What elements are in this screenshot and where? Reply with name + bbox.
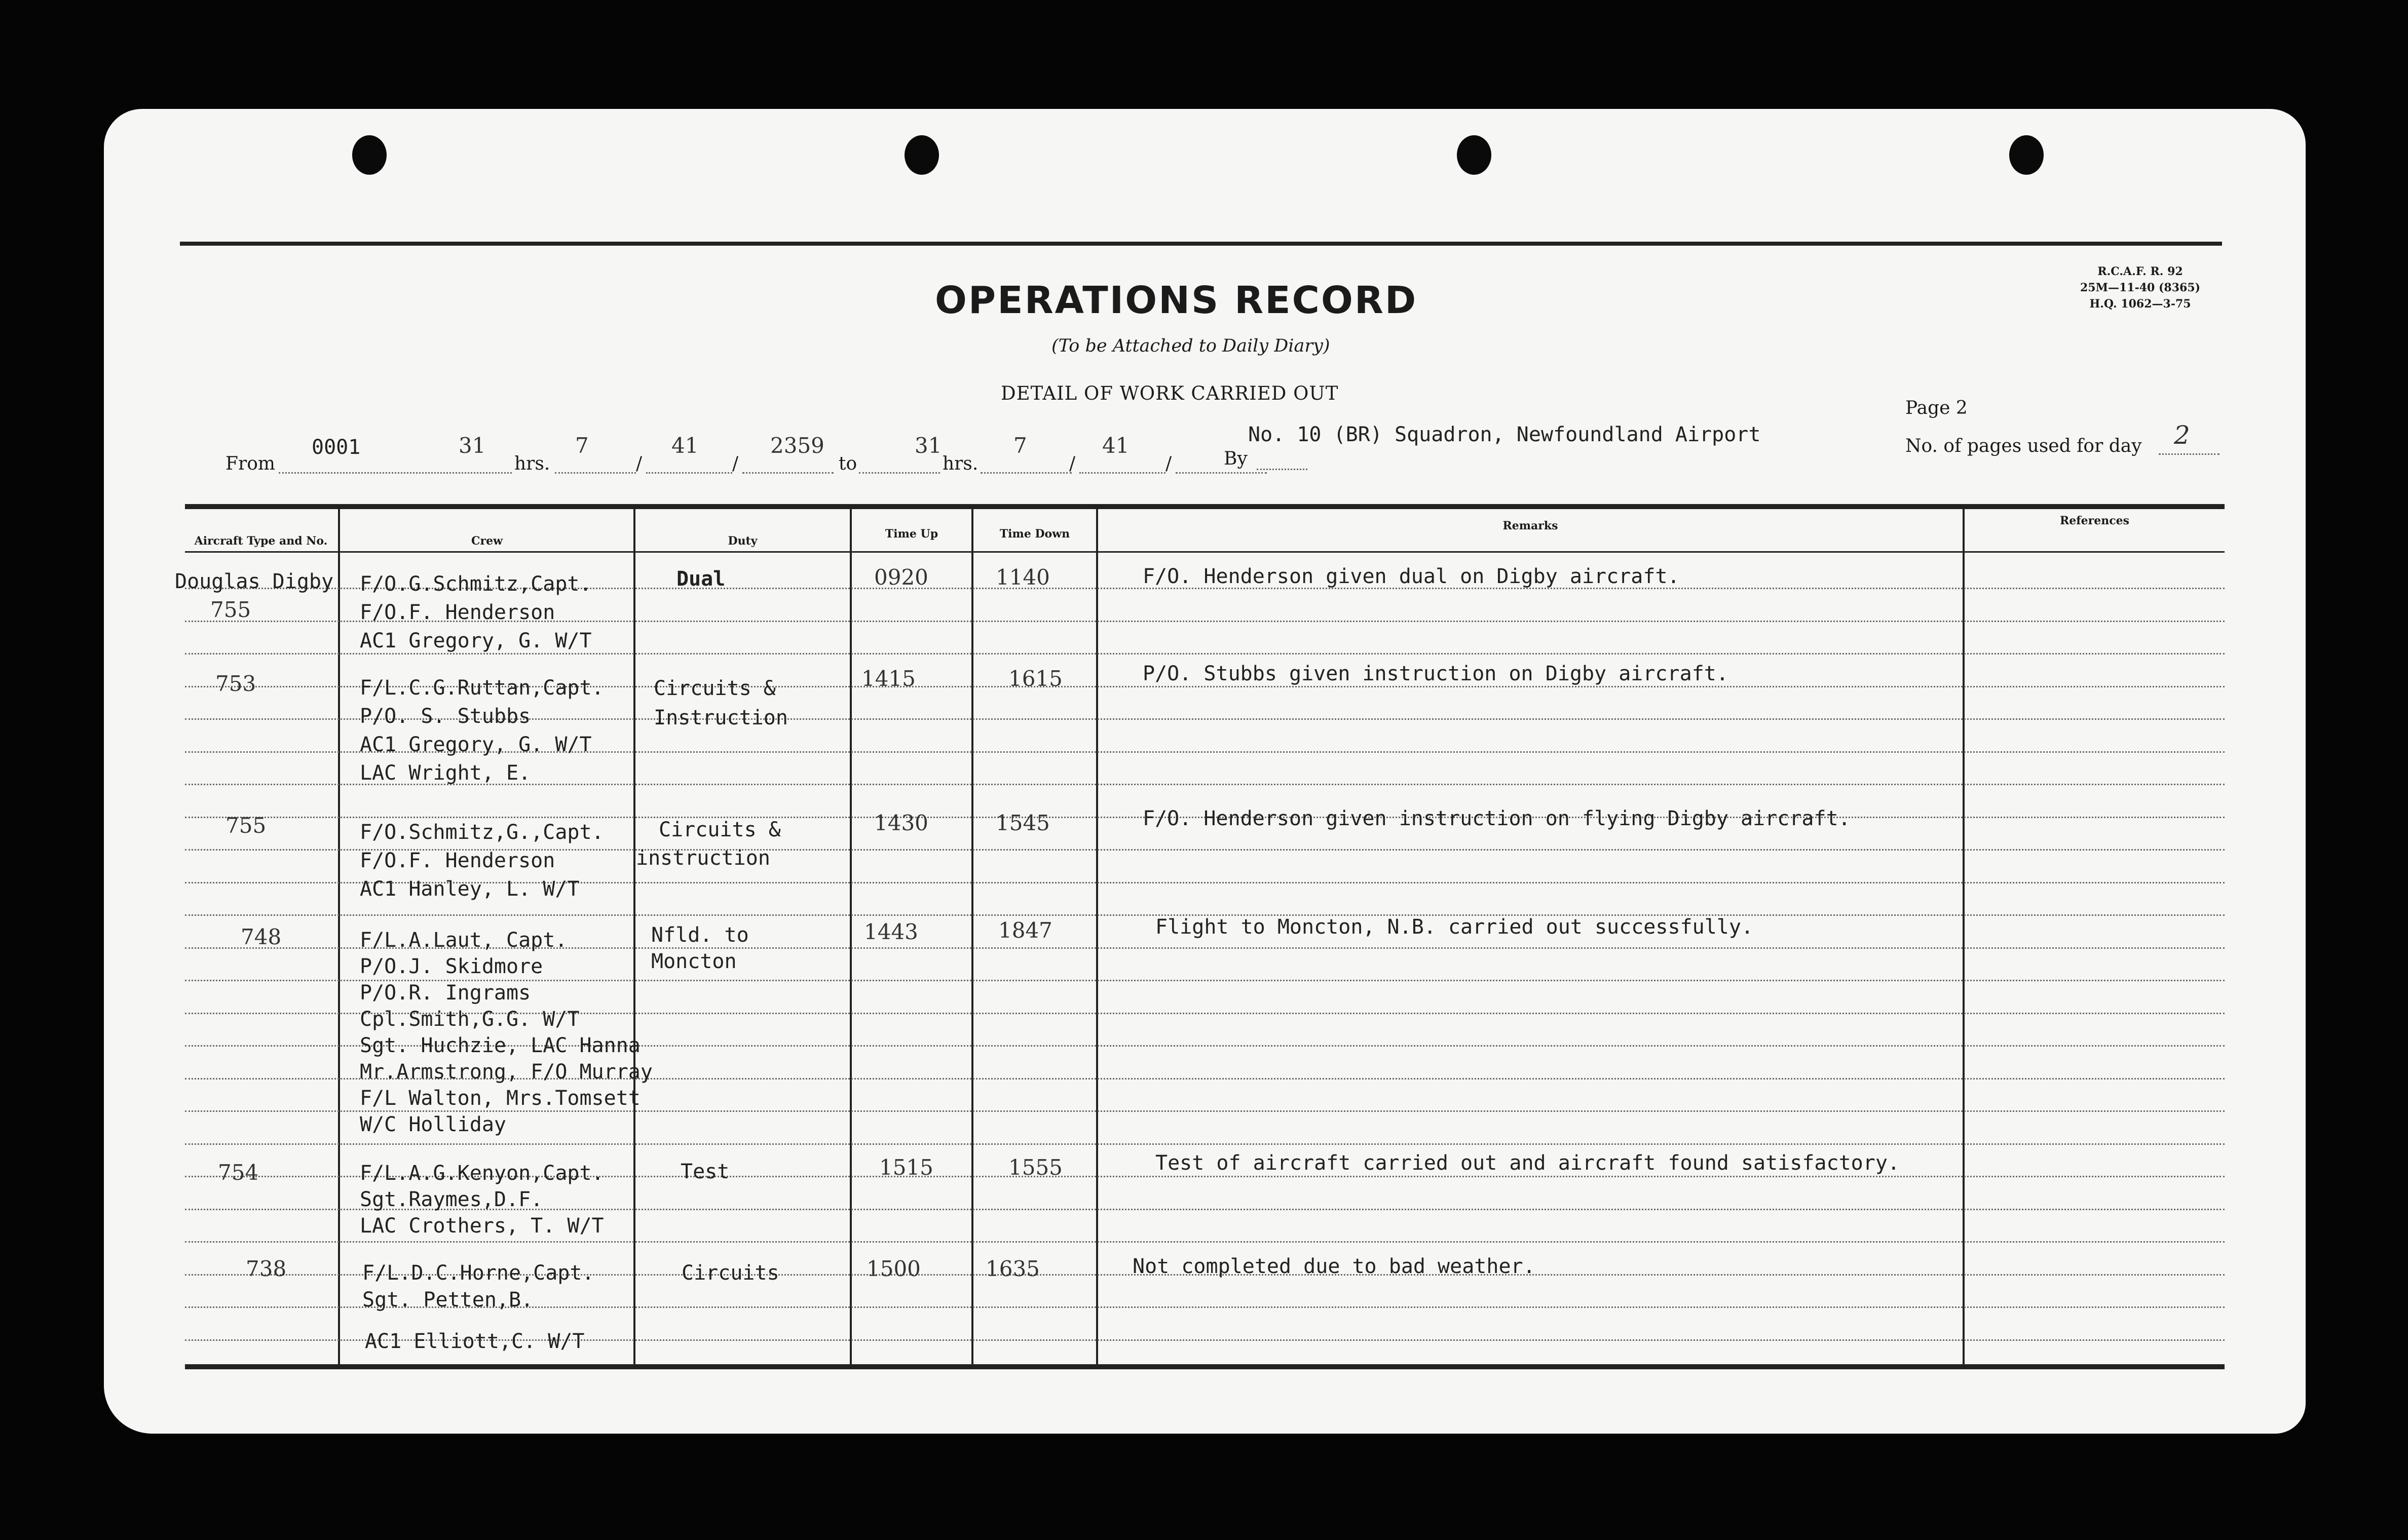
to-month: 7 (1013, 433, 1027, 458)
duty-cell: Test (681, 1160, 730, 1183)
time-up-cell: 1500 (867, 1256, 921, 1281)
time-down-cell: 1615 (1008, 666, 1063, 691)
time-down-cell: 1545 (996, 811, 1050, 835)
crew-member: P/O. S. Stubbs (360, 705, 531, 728)
form-code-line: H.Q. 1062—3-75 (2089, 297, 2191, 311)
remarks-cell: P/O. Stubbs given instruction on Digby aircraft. (1143, 662, 1728, 685)
crew-member: AC1 Gregory, G. W/T (360, 733, 592, 756)
duty-line: Circuits & (654, 677, 776, 700)
crew-member: LAC Wright, E. (360, 761, 531, 785)
col-references: References (2059, 514, 2130, 527)
form-subtitle: (To be Attached to Daily Diary) (1051, 336, 1330, 356)
crew-member: F/L.A.Laut, Capt. (360, 929, 568, 952)
dotted-line (279, 472, 512, 474)
time-up-cell: 1415 (861, 666, 916, 691)
duty-line: Circuits & (659, 818, 781, 841)
form-code (2080, 263, 2200, 312)
time-down-cell: 1140 (996, 565, 1050, 590)
slash: / (1165, 453, 1172, 474)
column-divider (338, 509, 340, 1365)
duty-line: Nfld. to (651, 923, 749, 947)
hrs-label-2: hrs. (943, 453, 979, 474)
unit-name: No. 10 (BR) Squadron, Newfoundland Airport (1248, 423, 1761, 446)
form-code-line: 25M—11-40 (8365) (2080, 281, 2201, 294)
crew-member: F/L Walton, Mrs.Tomsett (360, 1087, 641, 1110)
duty-line: Instruction (654, 706, 788, 729)
duty-cell (651, 922, 749, 975)
duty-line: Moncton (651, 950, 737, 973)
punch-hole (905, 135, 939, 175)
from-day: 31 (459, 433, 486, 458)
detail-heading: DETAIL OF WORK CARRIED OUT (1001, 382, 1339, 404)
from-year: 41 (671, 433, 699, 458)
by-label: By (1224, 448, 1248, 469)
to-year: 41 (1102, 433, 1130, 458)
crew-member: AC1 Elliott,C. W/T (365, 1330, 585, 1353)
aircraft-number: 755 (210, 597, 251, 622)
crew-member: Sgt. Petten,B. (362, 1288, 534, 1312)
remarks-cell: F/O. Henderson given instruction on flying Digby aircraft. (1143, 807, 1851, 830)
crew-member: Mr.Armstrong, F/O Murray (360, 1060, 653, 1084)
crew-member: LAC Crothers, T. W/T (360, 1214, 604, 1238)
aircraft-type: Douglas Digby (175, 570, 334, 593)
crew-member: F/L.D.C.Horne,Capt. (362, 1261, 594, 1285)
aircraft-number: 754 (218, 1160, 259, 1185)
crew-cell (360, 570, 592, 655)
remarks-cell: Test of aircraft carried out and aircraft found satisfactory. (1155, 1151, 1900, 1175)
column-divider (1096, 509, 1098, 1365)
crew-member: F/L.A.G.Kenyon,Capt. (360, 1162, 604, 1185)
form-code-line: R.C.A.F. R. 92 (2097, 265, 2183, 278)
dotted-line (646, 472, 732, 474)
column-divider (1963, 509, 1965, 1365)
duty-cell (636, 816, 781, 872)
from-label: From (225, 453, 275, 474)
header-rule (185, 551, 2225, 553)
ruled-line (185, 1241, 2225, 1243)
aircraft-number: 748 (241, 925, 282, 949)
crew-member: W/C Holliday (360, 1113, 506, 1136)
time-down-cell: 1635 (986, 1256, 1040, 1281)
time-up-cell: 1430 (874, 811, 928, 835)
slash: / (1069, 453, 1076, 474)
dotted-line (1257, 469, 1307, 470)
crew-cell (360, 818, 604, 903)
time-up-cell: 1515 (879, 1155, 933, 1180)
pages-used-label: No. of pages used for day (1905, 436, 2142, 456)
hrs-label: hrs. (514, 453, 550, 474)
crew-member: Sgt. Huchzie, LAC Hanna (360, 1034, 641, 1057)
col-crew: Crew (471, 534, 503, 548)
crew-member: Sgt.Raymes,D.F. (360, 1188, 543, 1211)
dotted-line (981, 472, 1072, 474)
table-bottom-rule (185, 1364, 2225, 1369)
col-time-up: Time Up (885, 527, 938, 541)
punch-hole (2009, 135, 2044, 175)
to-day: 31 (915, 433, 942, 458)
crew-member: F/L.C.G.Ruttan,Capt. (360, 676, 604, 700)
remarks-cell: Flight to Moncton, N.B. carried out successfully. (1155, 915, 1754, 939)
dotted-line (859, 472, 940, 474)
slash: / (636, 453, 643, 474)
duty-cell (654, 674, 788, 733)
time-up-cell: 0920 (874, 565, 928, 590)
remarks-cell: Not completed due to bad weather. (1133, 1255, 1535, 1278)
col-duty: Duty (728, 534, 758, 548)
crew-member: F/O.Schmitz,G.,Capt. (360, 821, 604, 844)
col-remarks: Remarks (1502, 519, 1558, 532)
duty-cell: Circuits (682, 1261, 779, 1285)
dotted-line (742, 472, 834, 474)
punch-hole (1457, 135, 1491, 175)
crew-member: AC1 Hanley, L. W/T (360, 877, 580, 901)
crew-cell (360, 1160, 604, 1239)
crew-member: F/O.F. Henderson (360, 601, 555, 624)
operations-record-card (104, 109, 2306, 1434)
top-rule (180, 242, 2222, 246)
from-time: 0001 (312, 436, 361, 459)
to-label: to (839, 453, 857, 474)
slash: / (732, 453, 739, 474)
time-up-cell: 1443 (864, 919, 918, 944)
crew-member: AC1 Gregory, G. W/T (360, 629, 592, 652)
to-time: 2359 (770, 433, 824, 458)
dotted-line (555, 472, 636, 474)
duty-line: instruction (636, 846, 770, 870)
dotted-line (1079, 472, 1165, 474)
duty-cell: Dual (676, 567, 726, 591)
pages-used-value: 2 (2174, 420, 2190, 450)
crew-member: P/O.J. Skidmore (360, 955, 543, 978)
dotted-line (2159, 453, 2219, 455)
col-aircraft: Aircraft Type and No. (194, 534, 328, 548)
column-divider (971, 509, 973, 1365)
table-top-rule (185, 504, 2225, 509)
col-time-down: Time Down (999, 527, 1070, 541)
aircraft-cell (175, 567, 333, 624)
page-label: Page 2 (1905, 398, 1968, 418)
dotted-line (1176, 472, 1267, 474)
remarks-cell: F/O. Henderson given dual on Digby aircraft. (1143, 565, 1680, 588)
crew-cell (360, 674, 604, 787)
time-down-cell: 1555 (1008, 1155, 1063, 1180)
aircraft-number: 753 (215, 671, 256, 696)
punch-hole (352, 135, 387, 175)
crew-cell (360, 927, 653, 1138)
time-down-cell: 1847 (998, 918, 1052, 943)
crew-member: F/O.F. Henderson (360, 849, 555, 872)
ruled-line (185, 1143, 2225, 1145)
from-month: 7 (575, 433, 589, 458)
form-title: OPERATIONS RECORD (935, 279, 1418, 322)
crew-member: Cpl.Smith,G.G. W/T (360, 1008, 580, 1031)
aircraft-number: 738 (246, 1256, 287, 1281)
crew-member: F/O.G.Schmitz,Capt. (360, 572, 592, 596)
column-divider (850, 509, 852, 1365)
aircraft-number: 755 (225, 813, 267, 838)
crew-member: P/O.R. Ingrams (360, 981, 531, 1005)
